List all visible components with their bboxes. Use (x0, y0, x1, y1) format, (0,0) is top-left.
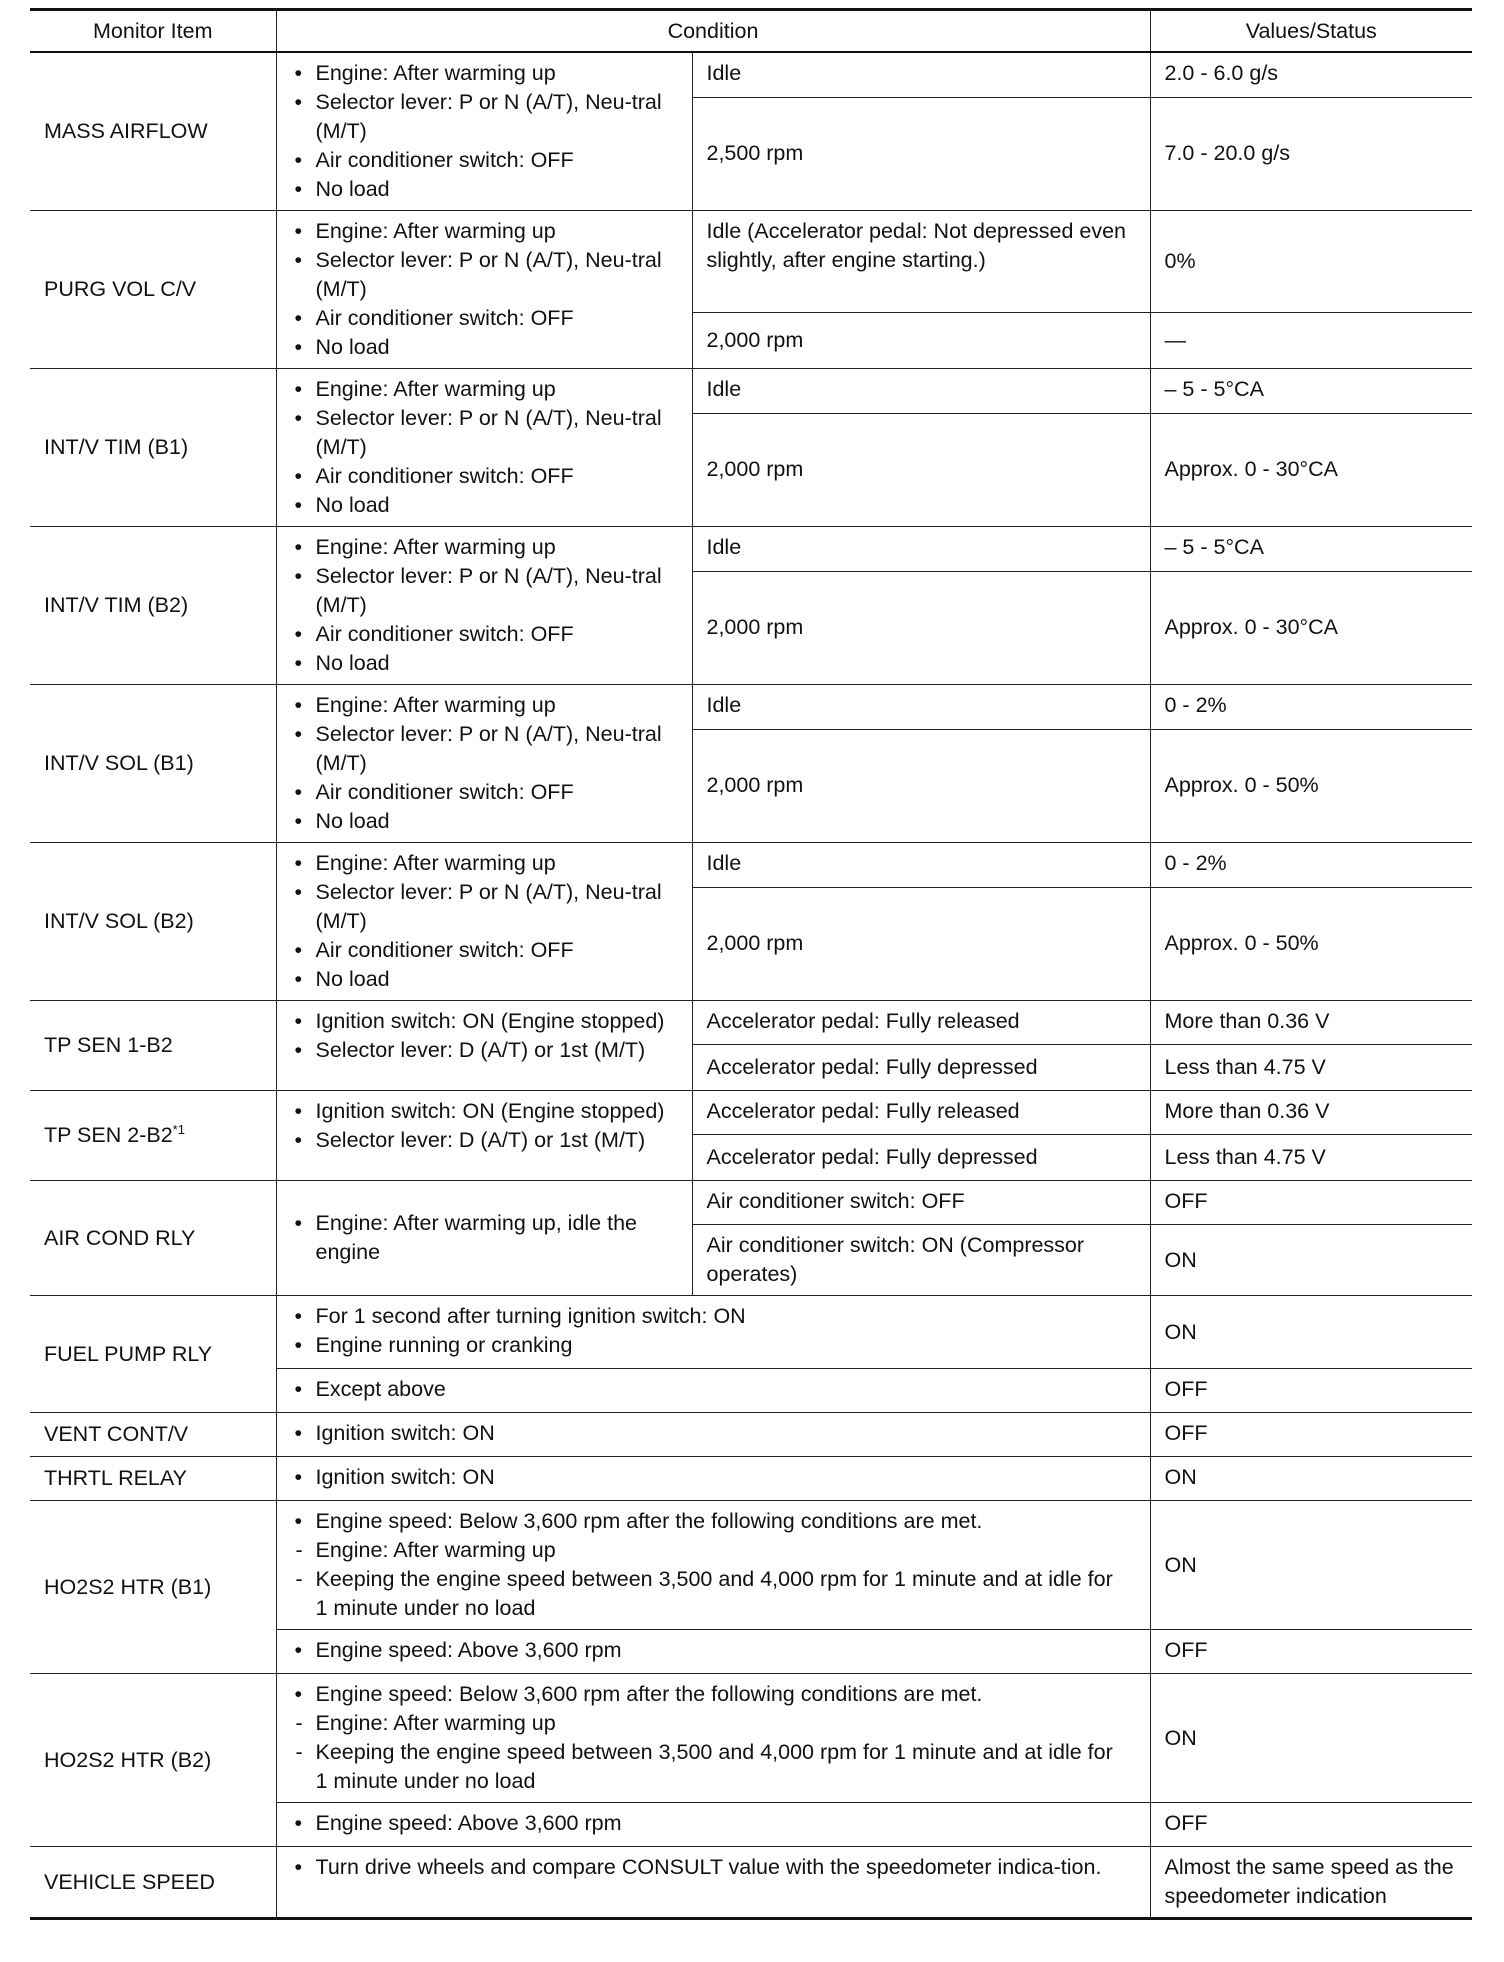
condition-line: • No load (291, 649, 678, 678)
table-row (30, 1181, 1472, 1225)
condition-cell (276, 1413, 1150, 1457)
condition-line: • Engine speed: Below 3,600 rpm after the following conditions are met. (291, 1507, 1130, 1536)
table-row (30, 527, 1472, 572)
condition-line: • Engine: After warming up, idle the engine (291, 1209, 678, 1267)
header-condition: Condition (276, 10, 1150, 53)
condition-line: • Engine: After warming up (291, 59, 678, 88)
sub-condition: Air conditioner switch: OFF (692, 1181, 1150, 1225)
condition-cell (276, 843, 692, 1001)
condition-line: • Selector lever: P or N (A/T), Neu-tral (M/T) (291, 562, 678, 620)
monitor-item: INT/V SOL (B2) (30, 843, 276, 1001)
condition-line: • Selector lever: P or N (A/T), Neu-tral (M/T) (291, 88, 678, 146)
condition-line: • No load (291, 175, 678, 204)
condition-line: • Turn drive wheels and compare CONSULT value with the speedometer indica-tion. (291, 1853, 1136, 1882)
value-cell: 0% (1150, 211, 1472, 313)
table-row (30, 843, 1472, 888)
condition-cell (276, 685, 692, 843)
sub-condition: Idle (692, 685, 1150, 730)
condition-cell (276, 527, 692, 685)
condition-line: • No load (291, 807, 678, 836)
value-cell: OFF (1150, 1369, 1472, 1413)
condition-line: • Ignition switch: ON (Engine stopped) (291, 1007, 678, 1036)
condition-cell (276, 1803, 1150, 1847)
table-row (30, 1674, 1472, 1803)
condition-line: - Engine: After warming up (291, 1709, 1130, 1738)
value-cell: Less than 4.75 V (1150, 1045, 1472, 1091)
sub-condition: 2,000 rpm (692, 413, 1150, 526)
condition-line: • Ignition switch: ON (291, 1463, 1136, 1492)
condition-cell (276, 1674, 1150, 1803)
condition-cell (276, 1369, 1150, 1413)
value-cell: — (1150, 313, 1472, 369)
sub-condition: Idle (Accelerator pedal: Not depressed even slightly, after engine starting.) (692, 211, 1150, 313)
condition-line: • Engine: After warming up (291, 217, 678, 246)
condition-line: • Selector lever: P or N (A/T), Neu-tral (M/T) (291, 246, 678, 304)
monitor-item: VEHICLE SPEED (30, 1847, 276, 1919)
value-cell: OFF (1150, 1630, 1472, 1674)
value-cell: ON (1150, 1457, 1472, 1501)
value-cell: Approx. 0 - 30°CA (1150, 413, 1472, 526)
value-cell: ON (1150, 1501, 1472, 1630)
table-row (30, 1001, 1472, 1045)
condition-line: • Air conditioner switch: OFF (291, 146, 678, 175)
condition-cell (276, 1181, 692, 1296)
table-row (30, 685, 1472, 730)
table-row (30, 1457, 1472, 1501)
value-cell: Approx. 0 - 50% (1150, 887, 1472, 1000)
monitor-item: INT/V TIM (B1) (30, 369, 276, 527)
condition-line: • Air conditioner switch: OFF (291, 936, 678, 965)
condition-line: - Keeping the engine speed between 3,500 and 4,000 rpm for 1 minute and at idle for 1 minute under no load (291, 1565, 1130, 1623)
monitor-item: AIR COND RLY (30, 1181, 276, 1296)
condition-line: • Air conditioner switch: OFF (291, 778, 678, 807)
condition-line: • Selector lever: P or N (A/T), Neu-tral (M/T) (291, 878, 678, 936)
condition-line: - Keeping the engine speed between 3,500 and 4,000 rpm for 1 minute and at idle for 1 minute under no load (291, 1738, 1130, 1796)
table-row (30, 1501, 1472, 1630)
condition-cell (276, 1457, 1150, 1501)
table-row (30, 1847, 1472, 1919)
table-header (30, 10, 1472, 53)
monitor-item: PURG VOL C/V (30, 211, 276, 369)
value-cell: Almost the same speed as the speedometer indication (1150, 1847, 1472, 1919)
table-row (30, 369, 1472, 414)
condition-line: • Engine speed: Below 3,600 rpm after the following conditions are met. (291, 1680, 1130, 1709)
condition-line: • Ignition switch: ON (291, 1419, 1136, 1448)
condition-line: • Selector lever: D (A/T) or 1st (M/T) (291, 1036, 678, 1065)
value-cell: ON (1150, 1674, 1472, 1803)
sub-condition: Idle (692, 527, 1150, 572)
condition-cell (276, 1091, 692, 1181)
monitor-item: THRTL RELAY (30, 1457, 276, 1501)
sub-condition: Accelerator pedal: Fully released (692, 1091, 1150, 1135)
value-cell: ON (1150, 1296, 1472, 1369)
value-cell: – 5 - 5°CA (1150, 527, 1472, 572)
value-cell: OFF (1150, 1413, 1472, 1457)
condition-line: • Except above (291, 1375, 1136, 1404)
condition-cell (276, 52, 692, 211)
condition-line: - Engine: After warming up (291, 1536, 1130, 1565)
value-cell: 0 - 2% (1150, 843, 1472, 888)
condition-cell (276, 211, 692, 369)
sub-condition: Idle (692, 843, 1150, 888)
monitor-item: FUEL PUMP RLY (30, 1296, 276, 1413)
value-cell: OFF (1150, 1803, 1472, 1847)
condition-line: • Selector lever: P or N (A/T), Neu-tral (M/T) (291, 720, 678, 778)
condition-line: • Selector lever: D (A/T) or 1st (M/T) (291, 1126, 678, 1155)
sub-condition: 2,500 rpm (692, 97, 1150, 210)
value-cell: More than 0.36 V (1150, 1091, 1472, 1135)
header-values: Values/Status (1150, 10, 1472, 53)
condition-cell (276, 1001, 692, 1091)
table-row (30, 211, 1472, 313)
value-cell: 0 - 2% (1150, 685, 1472, 730)
table-row (30, 1296, 1472, 1369)
condition-line: • No load (291, 333, 678, 362)
sub-condition: 2,000 rpm (692, 571, 1150, 684)
monitor-item: HO2S2 HTR (B2) (30, 1674, 276, 1847)
sub-condition: Idle (692, 369, 1150, 414)
sub-condition: 2,000 rpm (692, 729, 1150, 842)
condition-line: • Air conditioner switch: OFF (291, 620, 678, 649)
value-cell: Less than 4.75 V (1150, 1135, 1472, 1181)
table-row (30, 1413, 1472, 1457)
monitor-table (30, 8, 1472, 1920)
monitor-item: VENT CONT/V (30, 1413, 276, 1457)
header-monitor-item: Monitor Item (30, 10, 276, 53)
condition-line: • Engine speed: Above 3,600 rpm (291, 1636, 1136, 1665)
condition-line: • Engine: After warming up (291, 691, 678, 720)
sub-condition: Accelerator pedal: Fully depressed (692, 1135, 1150, 1181)
condition-line: • Engine running or cranking (291, 1331, 1136, 1360)
sub-condition: Air conditioner switch: ON (Compressor operates) (692, 1225, 1150, 1296)
sub-condition: Accelerator pedal: Fully depressed (692, 1045, 1150, 1091)
condition-line: • No load (291, 491, 678, 520)
condition-line: • Air conditioner switch: OFF (291, 304, 678, 333)
condition-line: • Engine: After warming up (291, 533, 678, 562)
value-cell: Approx. 0 - 30°CA (1150, 571, 1472, 684)
value-cell: 2.0 - 6.0 g/s (1150, 52, 1472, 97)
value-cell: ON (1150, 1225, 1472, 1296)
condition-cell (276, 1501, 1150, 1630)
condition-line: • Engine speed: Above 3,600 rpm (291, 1809, 1136, 1838)
value-cell: 7.0 - 20.0 g/s (1150, 97, 1472, 210)
condition-line: • Ignition switch: ON (Engine stopped) (291, 1097, 678, 1126)
condition-cell (276, 369, 692, 527)
sub-condition: 2,000 rpm (692, 313, 1150, 369)
table-row (30, 52, 1472, 97)
condition-line: • No load (291, 965, 678, 994)
condition-line: • Engine: After warming up (291, 849, 678, 878)
condition-cell (276, 1847, 1150, 1919)
monitor-item: INT/V SOL (B1) (30, 685, 276, 843)
condition-cell (276, 1630, 1150, 1674)
monitor-item: TP SEN 1-B2 (30, 1001, 276, 1091)
value-cell: Approx. 0 - 50% (1150, 729, 1472, 842)
monitor-item (30, 1091, 276, 1181)
table-row (30, 1091, 1472, 1135)
monitor-item-label: TP SEN 2-B2 (44, 1123, 173, 1147)
condition-line: • Air conditioner switch: OFF (291, 462, 678, 491)
monitor-item: INT/V TIM (B2) (30, 527, 276, 685)
sub-condition: Idle (692, 52, 1150, 97)
condition-line: • Engine: After warming up (291, 375, 678, 404)
condition-line: • For 1 second after turning ignition switch: ON (291, 1302, 1136, 1331)
monitor-item: MASS AIRFLOW (30, 52, 276, 211)
footnote-marker: *1 (172, 1122, 185, 1137)
value-cell: – 5 - 5°CA (1150, 369, 1472, 414)
value-cell: OFF (1150, 1181, 1472, 1225)
sub-condition: Accelerator pedal: Fully released (692, 1001, 1150, 1045)
monitor-item: HO2S2 HTR (B1) (30, 1501, 276, 1674)
condition-cell (276, 1296, 1150, 1369)
value-cell: More than 0.36 V (1150, 1001, 1472, 1045)
condition-line: • Selector lever: P or N (A/T), Neu-tral (M/T) (291, 404, 678, 462)
sub-condition: 2,000 rpm (692, 887, 1150, 1000)
